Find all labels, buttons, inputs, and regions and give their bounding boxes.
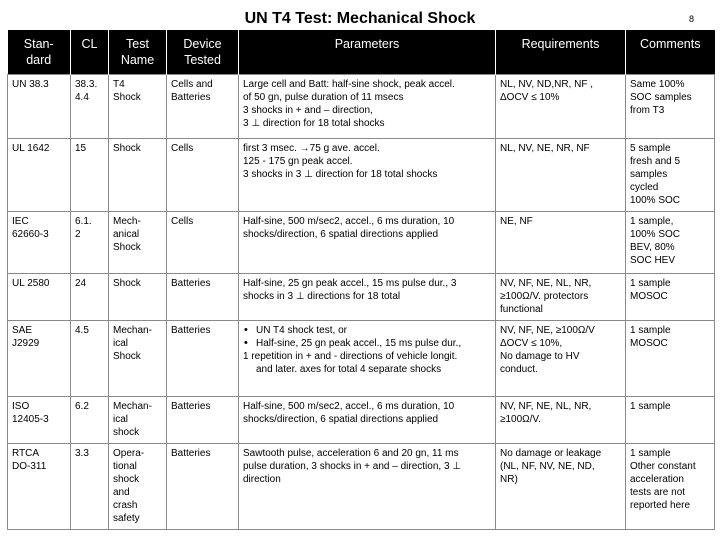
header-cl: CL	[71, 30, 109, 75]
cell-comments: 5 sample fresh and 5 samples cycled 100% SOC	[626, 139, 715, 212]
table-row	[8, 444, 715, 530]
page-number: 8	[688, 14, 694, 24]
cell-test-name: Shock	[109, 139, 167, 212]
cell-device: Cells	[167, 139, 239, 212]
header-device-tested: Device Tested	[167, 30, 239, 75]
cell-device: Cells and Batteries	[167, 75, 239, 139]
header-row	[8, 30, 715, 75]
cell-test-name: Mech- anical Shock	[109, 212, 167, 274]
cell-requirements: NE, NF	[496, 212, 626, 274]
table-row	[8, 75, 715, 139]
cell-cl: 3.3	[71, 444, 109, 530]
header-parameters: Parameters	[239, 30, 496, 75]
cell-comments: 1 sample, 100% SOC BEV, 80% SOC HEV	[626, 212, 715, 274]
cell-cl: 6.2	[71, 397, 109, 444]
cell-test-name: Opera- tional shock and crash safety	[109, 444, 167, 530]
cell-standard: ISO 12405-3	[8, 397, 71, 444]
cell-test-name: T4 Shock	[109, 75, 167, 139]
cell-comments: 1 sample MOSOC	[626, 274, 715, 321]
cell-device: Batteries	[167, 274, 239, 321]
cell-device: Cells	[167, 212, 239, 274]
table-row	[8, 321, 715, 397]
cell-device: Batteries	[167, 321, 239, 397]
cell-standard: UL 2580	[8, 274, 71, 321]
cell-parameters: Half-sine, 25 gn peak accel., 15 ms pulse dur., 3 shocks in 3 ⊥ directions for 18 total	[239, 274, 496, 321]
table-row	[8, 212, 715, 274]
cell-comments: 1 sample MOSOC	[626, 321, 715, 397]
header-standard: Stan- dard	[8, 30, 71, 75]
cell-standard: SAE J2929	[8, 321, 71, 397]
cell-device: Batteries	[167, 397, 239, 444]
bullet-item: • UN T4 shock test, or	[256, 324, 492, 337]
header-requirements: Requirements	[496, 30, 626, 75]
cell-test-name: Mechan- ical shock	[109, 397, 167, 444]
cell-comments: 1 sample	[626, 397, 715, 444]
header-test-name: Test Name	[109, 30, 167, 75]
header-comments: Comments	[626, 30, 715, 75]
cell-standard: UL 1642	[8, 139, 71, 212]
cell-parameters: first 3 msec. →75 g ave. accel. 125 - 175 gn peak accel. 3 shocks in 3 ⊥ direction for 18 total shocks	[239, 139, 496, 212]
cell-parameters: Half-sine, 500 m/sec2, accel., 6 ms duration, 10 shocks/direction, 6 spatial directions applied	[239, 397, 496, 444]
cell-requirements: No damage or leakage (NL, NF, NV, NE, ND, NR)	[496, 444, 626, 530]
cell-standard: IEC 62660-3	[8, 212, 71, 274]
cell-cl: 15	[71, 139, 109, 212]
table-row	[8, 397, 715, 444]
cell-requirements: NV, NF, NE, NL, NR, ≥100Ω/V. protectors functional	[496, 274, 626, 321]
bullet-item: • Half-sine, 25 gn peak accel., 15 ms pulse dur.,	[256, 337, 492, 350]
cell-test-name: Mechan- ical Shock	[109, 321, 167, 397]
cell-requirements: NL, NV, ND,NR, NF , ΔOCV ≤ 10%	[496, 75, 626, 139]
cell-requirements: NV, NF, NE, ≥100Ω/V ΔOCV ≤ 10%, No damage to HV conduct.	[496, 321, 626, 397]
shock-test-table	[7, 30, 715, 530]
cell-comments: Same 100% SOC samples from T3	[626, 75, 715, 139]
cell-standard: RTCA DO-311	[8, 444, 71, 530]
cell-requirements: NV, NF, NE, NL, NR, ≥100Ω/V.	[496, 397, 626, 444]
cell-standard: UN 38.3	[8, 75, 71, 139]
table-row	[8, 274, 715, 321]
cell-test-name: Shock	[109, 274, 167, 321]
cell-cl: 4.5	[71, 321, 109, 397]
cell-device: Batteries	[167, 444, 239, 530]
cell-parameters: Large cell and Batt: half-sine shock, peak accel. of 50 gn, pulse duration of 11 msecs 3 shocks in + and – direction, 3 ⊥ direction for 18 total shocks	[239, 75, 496, 139]
cell-parameters: Sawtooth pulse, acceleration 6 and 20 gn, 11 ms pulse duration, 3 shocks in + and – direction, 3 ⊥ direction	[239, 444, 496, 530]
cell-cl: 24	[71, 274, 109, 321]
cell-cl: 6.1. 2	[71, 212, 109, 274]
page-title: UN T4 Test: Mechanical Shock	[244, 10, 476, 27]
cell-parameters: • UN T4 shock test, or • Half-sine, 25 gn peak accel., 15 ms pulse dur., 1 repetition in + and - directions of vehicle longit. and later. axes for total 4 separate shocks	[239, 321, 496, 397]
cell-cl: 38.3. 4.4	[71, 75, 109, 139]
table-row	[8, 139, 715, 212]
cell-requirements: NL, NV, NE, NR, NF	[496, 139, 626, 212]
cell-parameters: Half-sine, 500 m/sec2, accel., 6 ms duration, 10 shocks/direction, 6 spatial directions applied	[239, 212, 496, 274]
cell-comments: 1 sample Other constant acceleration tests are not reported here	[626, 444, 715, 530]
